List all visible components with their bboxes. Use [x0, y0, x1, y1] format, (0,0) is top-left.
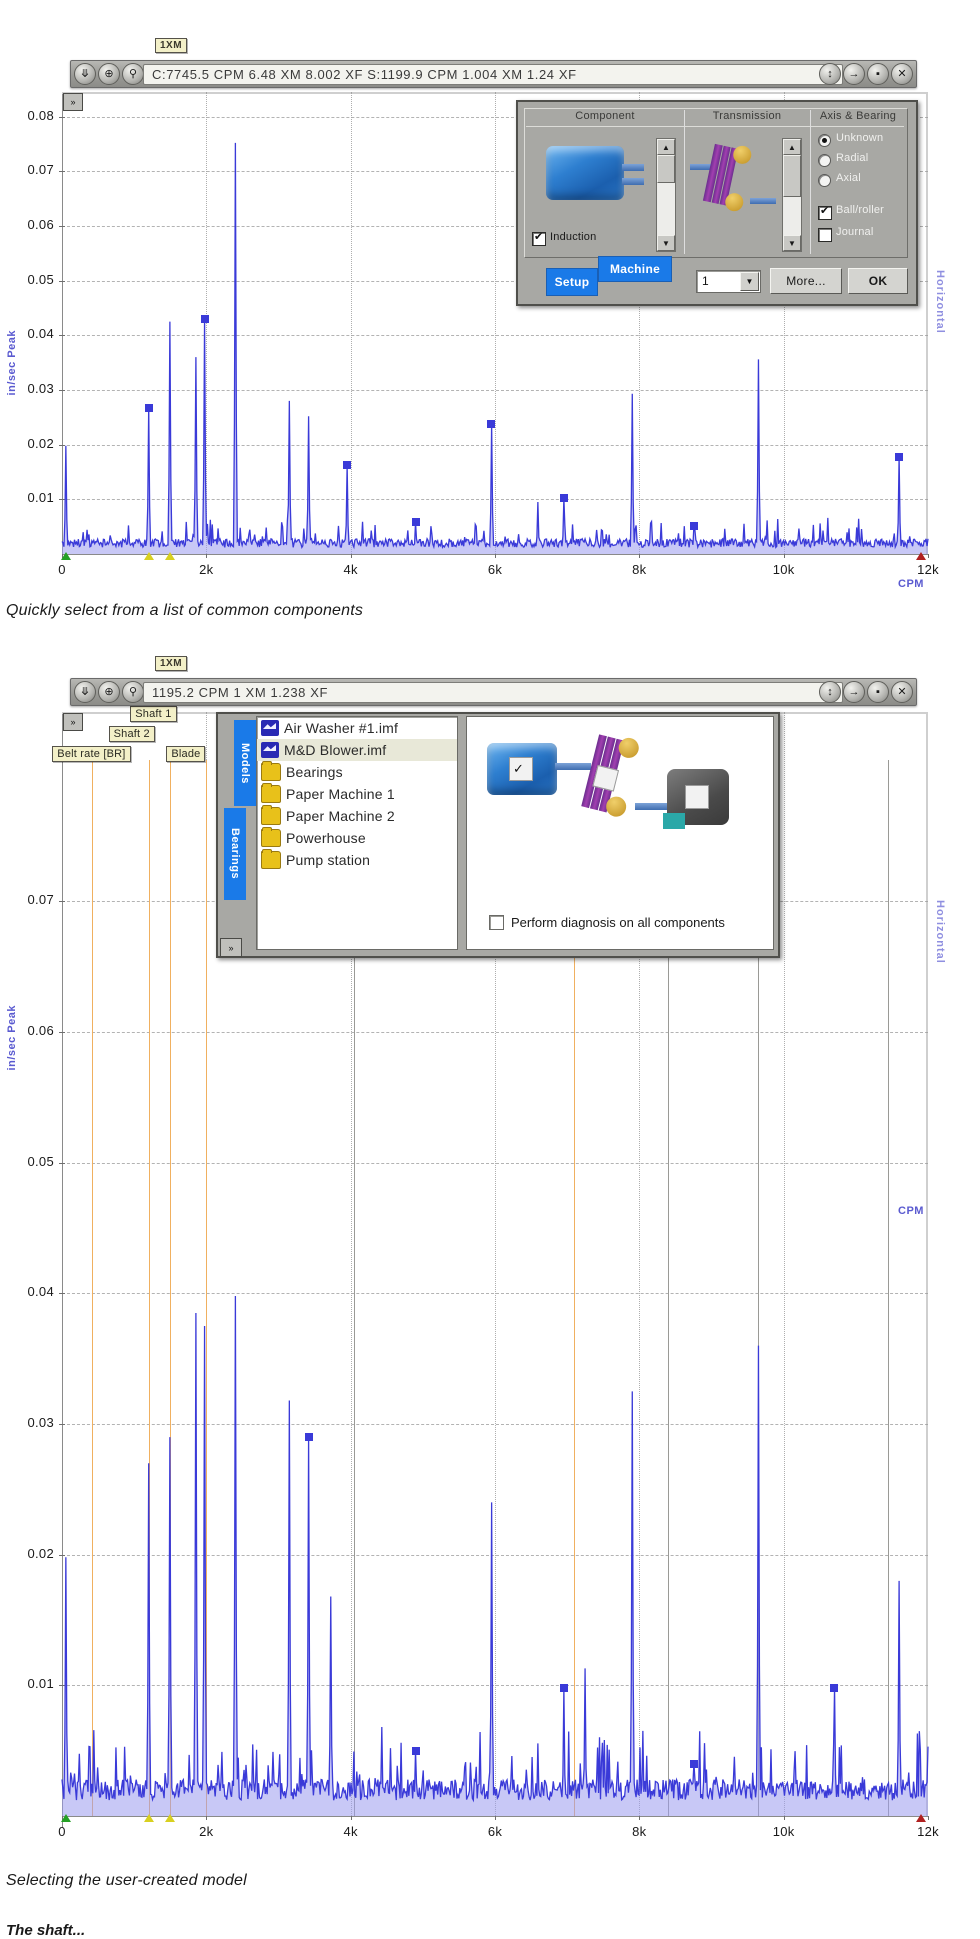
y-tick-label: 0.01	[27, 1676, 54, 1692]
model-icon	[261, 720, 279, 736]
x-tick-label: 12k	[917, 1824, 939, 1839]
dialog-divider-top	[526, 126, 904, 127]
x-tick-label: 0	[58, 1824, 66, 1839]
x-tick-label: 10k	[772, 562, 795, 577]
motor-shaft-icon-2	[622, 178, 644, 185]
group-title-axis-bearing: Axis & Bearing	[819, 110, 897, 122]
model-icon	[261, 742, 279, 758]
peak-marker[interactable]	[145, 404, 153, 412]
axis-marker-yellow[interactable]	[144, 552, 154, 560]
group-title-transmission: Transmission	[712, 110, 782, 122]
option-ball-roller-label: Ball/roller	[836, 204, 885, 216]
diagnosis-checkbox[interactable]	[489, 915, 504, 930]
option-journal-label: Journal	[836, 226, 874, 238]
folder-icon	[261, 829, 281, 847]
close-icon[interactable]: ✕	[891, 681, 913, 703]
list-item-label: Powerhouse	[286, 830, 366, 846]
x-tick-label: 4k	[343, 562, 358, 577]
next-icon[interactable]: →	[843, 681, 865, 703]
peak-marker[interactable]	[305, 1433, 313, 1441]
y-tick-label: 0.07	[27, 162, 54, 178]
figure-bottom	[0, 650, 980, 1939]
x-tick-label: 12k	[917, 562, 939, 577]
tab-setup[interactable]: Setup	[546, 268, 598, 296]
option-journal-checkbox[interactable]	[818, 228, 832, 242]
list-item-label: Paper Machine 2	[286, 808, 395, 824]
x-tick-label: 10k	[772, 1824, 795, 1839]
list-item-label: Pump station	[286, 852, 371, 868]
chart1-titlebar-right-buttons	[819, 63, 913, 85]
x-tickmark	[639, 554, 640, 558]
x-tickmark	[495, 554, 496, 558]
y-tick-label: 0.05	[27, 271, 54, 287]
dialog-collapse-button[interactable]: »	[220, 938, 242, 957]
peak-marker[interactable]	[343, 461, 351, 469]
updown-icon[interactable]: ↕	[819, 681, 841, 703]
minimize-icon[interactable]: ▪	[867, 63, 889, 85]
chart1-readout: C:7745.5 CPM 6.48 XM 8.002 XF S:1199.9 CPM 1.004 XM 1.24 XF	[143, 64, 843, 85]
axis-marker-green[interactable]	[61, 552, 71, 560]
y-tick-label: 0.04	[27, 326, 54, 342]
y-tickmark	[59, 1424, 65, 1425]
x-tick-label: 6k	[487, 1824, 503, 1839]
chart1-y-axis-label: in/sec Peak	[6, 330, 18, 396]
model-listbox[interactable]	[256, 716, 458, 950]
option-axial-radio[interactable]	[818, 174, 831, 187]
close-icon[interactable]: ✕	[891, 63, 913, 85]
group-title-component: Component	[575, 110, 635, 122]
diagnosis-checkbox-row[interactable]	[489, 915, 725, 930]
list-item-label: M&D Blower.imf	[284, 742, 387, 758]
x-tickmark	[206, 1816, 207, 1820]
crosshair-icon[interactable]: ⊕	[98, 63, 120, 85]
option-unknown-label: Unknown	[836, 132, 884, 144]
chart1-titlebar-left-buttons	[74, 63, 144, 85]
x-tickmark	[495, 1816, 496, 1820]
component-scrollbar[interactable]	[656, 138, 676, 252]
cursor-label[interactable]: Belt rate [BR]	[52, 746, 130, 762]
x-tickmark	[928, 1816, 929, 1820]
scroll-up-icon[interactable]: ▲	[783, 139, 801, 155]
option-axial-label: Axial	[836, 172, 861, 184]
ok-button[interactable]: OK	[848, 268, 908, 294]
y-tickmark	[59, 1293, 65, 1294]
peak-marker[interactable]	[560, 1684, 568, 1692]
chart1-right-label: Horizontal	[934, 270, 946, 334]
peak-marker[interactable]	[560, 494, 568, 502]
more-button[interactable]: More...	[770, 268, 842, 294]
x-tickmark	[351, 1816, 352, 1820]
y-tick-label: 0.02	[27, 435, 54, 451]
list-item[interactable]	[257, 849, 457, 871]
cursor-label[interactable]: Shaft 1	[130, 706, 176, 722]
axis-marker-yellow[interactable]	[165, 552, 175, 560]
tab-models[interactable]: Models	[234, 720, 256, 806]
chart2-titlebar-right-buttons	[819, 681, 913, 703]
x-tickmark	[784, 1816, 785, 1820]
axis-marker-yellow[interactable]	[165, 1814, 175, 1822]
component-scroll-thumb[interactable]	[657, 155, 675, 183]
footer-cut-text: The shaft...	[6, 1922, 86, 1939]
collapse-icon[interactable]: ⤋	[74, 681, 96, 703]
transmission-scroll-thumb[interactable]	[783, 155, 801, 197]
x-tick-label: 2k	[199, 1824, 214, 1839]
y-tick-label: 0.08	[27, 107, 54, 123]
peak-marker[interactable]	[895, 453, 903, 461]
peak-marker[interactable]	[830, 1684, 838, 1692]
folder-icon	[261, 807, 281, 825]
component-dialog	[516, 100, 918, 306]
list-item-label: Paper Machine 1	[286, 786, 395, 802]
chart2-collapse-button[interactable]: »	[63, 713, 83, 731]
chart1-order-tag: 1XM	[155, 38, 187, 53]
cursor-label[interactable]: Shaft 2	[109, 726, 155, 742]
folder-icon	[261, 785, 281, 803]
axis-marker-green[interactable]	[61, 1814, 71, 1822]
chart2-readout: 1195.2 CPM 1 XM 1.238 XF	[143, 682, 843, 703]
x-tick-label: 2k	[199, 562, 214, 577]
transmission-output-shaft-icon	[750, 198, 776, 204]
motor-icon: ✓	[487, 743, 557, 795]
chart2-order-tag: 1XM	[155, 656, 187, 671]
y-tick-label: 0.03	[27, 1415, 54, 1431]
chart1-collapse-button[interactable]: »	[63, 93, 83, 111]
peak-marker[interactable]	[201, 315, 209, 323]
x-tick-label: 6k	[487, 562, 503, 577]
y-tick-label: 0.01	[27, 490, 54, 506]
list-item-label: Air Washer #1.imf	[284, 720, 399, 736]
folder-icon	[261, 851, 281, 869]
x-tickmark	[784, 554, 785, 558]
chart2-y-axis-label: in/sec Peak	[6, 1005, 18, 1071]
scroll-down-icon[interactable]: ▼	[657, 235, 675, 251]
list-item-label: Bearings	[286, 764, 343, 780]
machine-preview-panel	[466, 716, 774, 950]
transmission-scrollbar[interactable]	[782, 138, 802, 252]
scroll-up-icon[interactable]: ▲	[657, 139, 675, 155]
collapse-icon[interactable]: ⤋	[74, 63, 96, 85]
motor-shaft-icon	[622, 164, 644, 171]
x-tickmark	[206, 554, 207, 558]
axis-marker-red[interactable]	[916, 552, 926, 560]
next-icon[interactable]: →	[843, 63, 865, 85]
component-count-value: 1	[702, 274, 709, 288]
list-item[interactable]	[257, 783, 457, 805]
x-tick-label: 0	[58, 562, 66, 577]
option-radial-label: Radial	[836, 152, 869, 164]
y-tick-label: 0.02	[27, 1545, 54, 1561]
chart2-titlebar	[70, 678, 917, 706]
x-tick-label: 8k	[632, 562, 647, 577]
y-tick-label: 0.07	[27, 892, 54, 908]
diagnosis-label: Perform diagnosis on all components	[511, 915, 725, 930]
peak-marker[interactable]	[412, 518, 420, 526]
axis-marker-red[interactable]	[916, 1814, 926, 1822]
scroll-down-icon[interactable]: ▼	[783, 235, 801, 251]
component-count-select[interactable]	[696, 270, 761, 293]
x-tick-label: 8k	[632, 1824, 647, 1839]
option-unknown-radio[interactable]	[818, 134, 831, 147]
peak-marker[interactable]	[412, 1747, 420, 1755]
updown-icon[interactable]: ↕	[819, 63, 841, 85]
cursor-label[interactable]: Blade	[166, 746, 205, 762]
dialog-divider-1	[684, 110, 685, 254]
list-item[interactable]	[257, 827, 457, 849]
figure2-caption: Selecting the user-created model	[6, 1872, 247, 1889]
chart2-right-label: Horizontal	[934, 900, 946, 964]
axis-marker-yellow[interactable]	[144, 1814, 154, 1822]
y-tickmark	[59, 1555, 65, 1556]
tab-machine[interactable]: Machine	[598, 256, 672, 282]
figure-top	[0, 0, 980, 619]
chart2-x-unit-label: CPM	[898, 1205, 924, 1217]
x-tickmark	[928, 554, 929, 558]
chevron-down-icon[interactable]: ▼	[740, 272, 759, 291]
y-tick-label: 0.06	[27, 216, 54, 232]
y-tick-label: 0.03	[27, 380, 54, 396]
peak-marker[interactable]	[690, 1760, 698, 1768]
y-tick-label: 0.06	[27, 1023, 54, 1039]
folder-icon	[261, 763, 281, 781]
zoom-icon[interactable]: ⚲	[122, 681, 144, 703]
model-selection-dialog	[216, 712, 780, 958]
y-tick-label: 0.05	[27, 1153, 54, 1169]
list-item[interactable]	[257, 761, 457, 783]
dialog-divider-2	[810, 110, 811, 254]
list-item[interactable]	[257, 805, 457, 827]
crosshair-icon[interactable]: ⊕	[98, 681, 120, 703]
zoom-icon[interactable]: ⚲	[122, 63, 144, 85]
coupling-icon	[663, 813, 685, 829]
tab-bearings[interactable]: Bearings	[224, 808, 246, 900]
minimize-icon[interactable]: ▪	[867, 681, 889, 703]
x-tick-label: 4k	[343, 1824, 358, 1839]
option-ball-roller-checkbox[interactable]	[818, 206, 832, 220]
y-tickmark	[59, 1685, 65, 1686]
peak-marker[interactable]	[487, 420, 495, 428]
chart1-titlebar	[70, 60, 917, 88]
peak-marker[interactable]	[690, 522, 698, 530]
figure1-caption: Quickly select from a list of common components	[6, 602, 364, 619]
y-tick-label: 0.04	[27, 1284, 54, 1300]
x-tickmark	[639, 1816, 640, 1820]
x-tickmark	[351, 554, 352, 558]
motor-output-shaft-icon	[555, 763, 591, 770]
induction-label: Induction	[550, 231, 597, 243]
chart2-titlebar-left-buttons	[74, 681, 144, 703]
induction-checkbox[interactable]	[532, 232, 546, 246]
list-item[interactable]	[257, 739, 457, 761]
option-radial-radio[interactable]	[818, 154, 831, 167]
list-item[interactable]	[257, 717, 457, 739]
chart1-x-unit-label: CPM	[898, 578, 924, 590]
motor-icon	[546, 146, 624, 200]
